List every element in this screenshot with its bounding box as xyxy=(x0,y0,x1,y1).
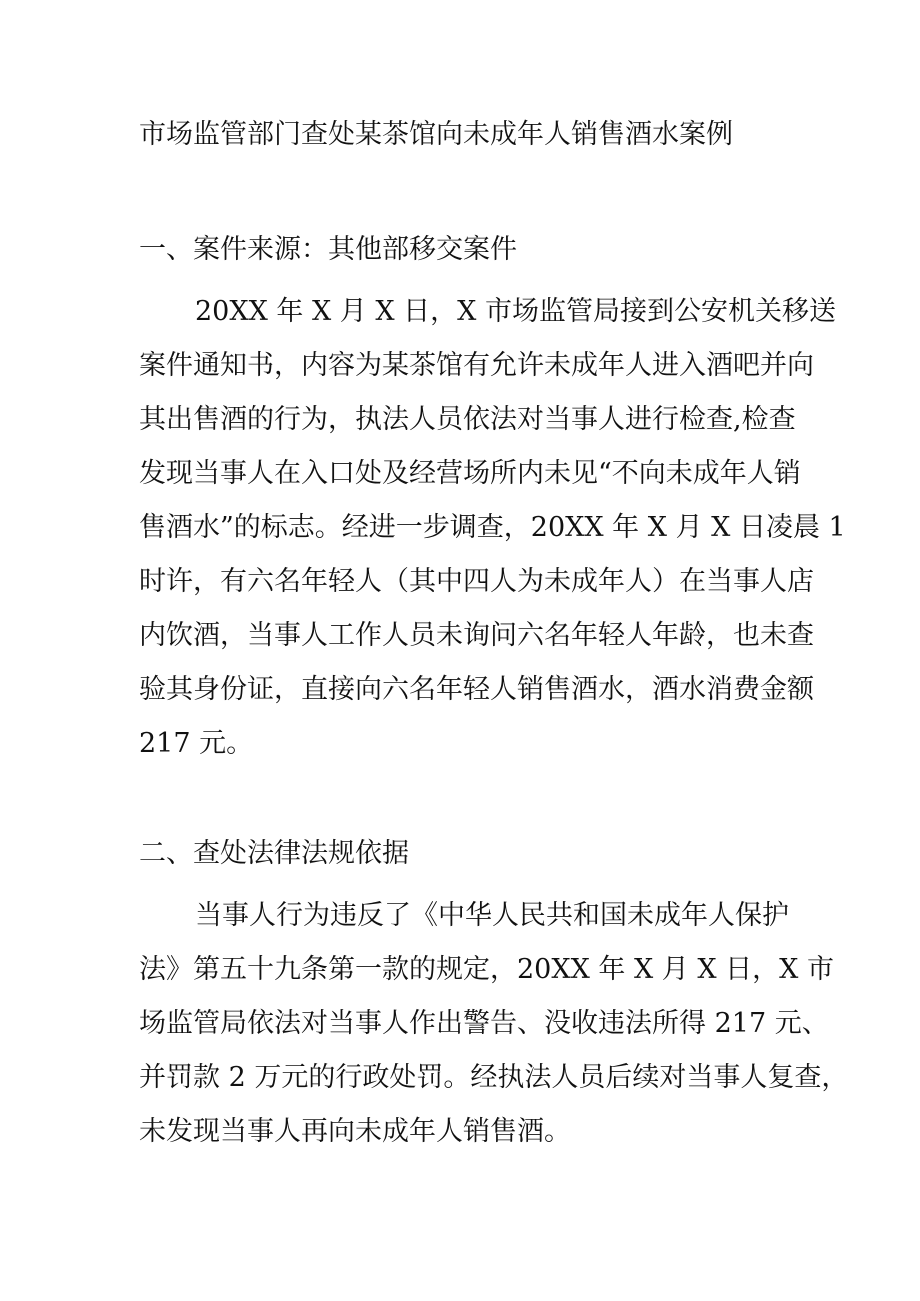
paragraph-case-source xyxy=(139,290,846,776)
paragraph-line: 当事人行为违反了《中华人民共和国未成年人保护 xyxy=(195,900,789,931)
paragraph-line: 售酒水”的标志。经进一步调查，20XX 年 X 月 X 日凌晨 1 xyxy=(139,512,846,543)
paragraph-line: 其出售酒的行为，执法人员依法对当事人进行检查,检查 xyxy=(139,404,796,435)
paragraph-line: 并罚款 2 万元的行政处罚。经执法人员后续对当事人复查， xyxy=(139,1062,849,1093)
paragraph-line: 20XX 年 X 月 X 日，X 市场监管局接到公安机关移送 xyxy=(195,296,836,327)
paragraph-line: 场监管局依法对当事人作出警告、没收违法所得 217 元、 xyxy=(139,1008,829,1039)
paragraph-line: 验其身份证，直接向六名年轻人销售酒水，酒水消费金额 xyxy=(139,674,814,705)
paragraph-line: 发现当事人在入口处及经营场所内未见“不向未成年人销 xyxy=(139,458,801,489)
paragraph-line: 内饮酒，当事人工作人员未询问六名年轻人年龄，也未查 xyxy=(139,620,814,651)
document-title: 市场监管部门查处某茶馆向未成年人销售酒水案例 xyxy=(139,119,733,150)
section-heading-legal-basis: 二、查处法律法规依据 xyxy=(139,838,409,869)
paragraph-line: 217 元。 xyxy=(139,728,254,759)
paragraph-line: 法》第五十九条第一款的规定，20XX 年 X 月 X 日，X 市 xyxy=(139,954,834,985)
paragraph-legal-basis xyxy=(139,894,849,1164)
paragraph-line: 案件通知书，内容为某茶馆有允许未成年人进入酒吧并向 xyxy=(139,350,814,381)
section-heading-case-source: 一、案件来源：其他部移交案件 xyxy=(139,234,517,265)
paragraph-line: 时许，有六名年轻人（其中四人为未成年人）在当事人店 xyxy=(139,566,814,597)
paragraph-line: 未发现当事人再向未成年人销售酒。 xyxy=(139,1116,571,1147)
